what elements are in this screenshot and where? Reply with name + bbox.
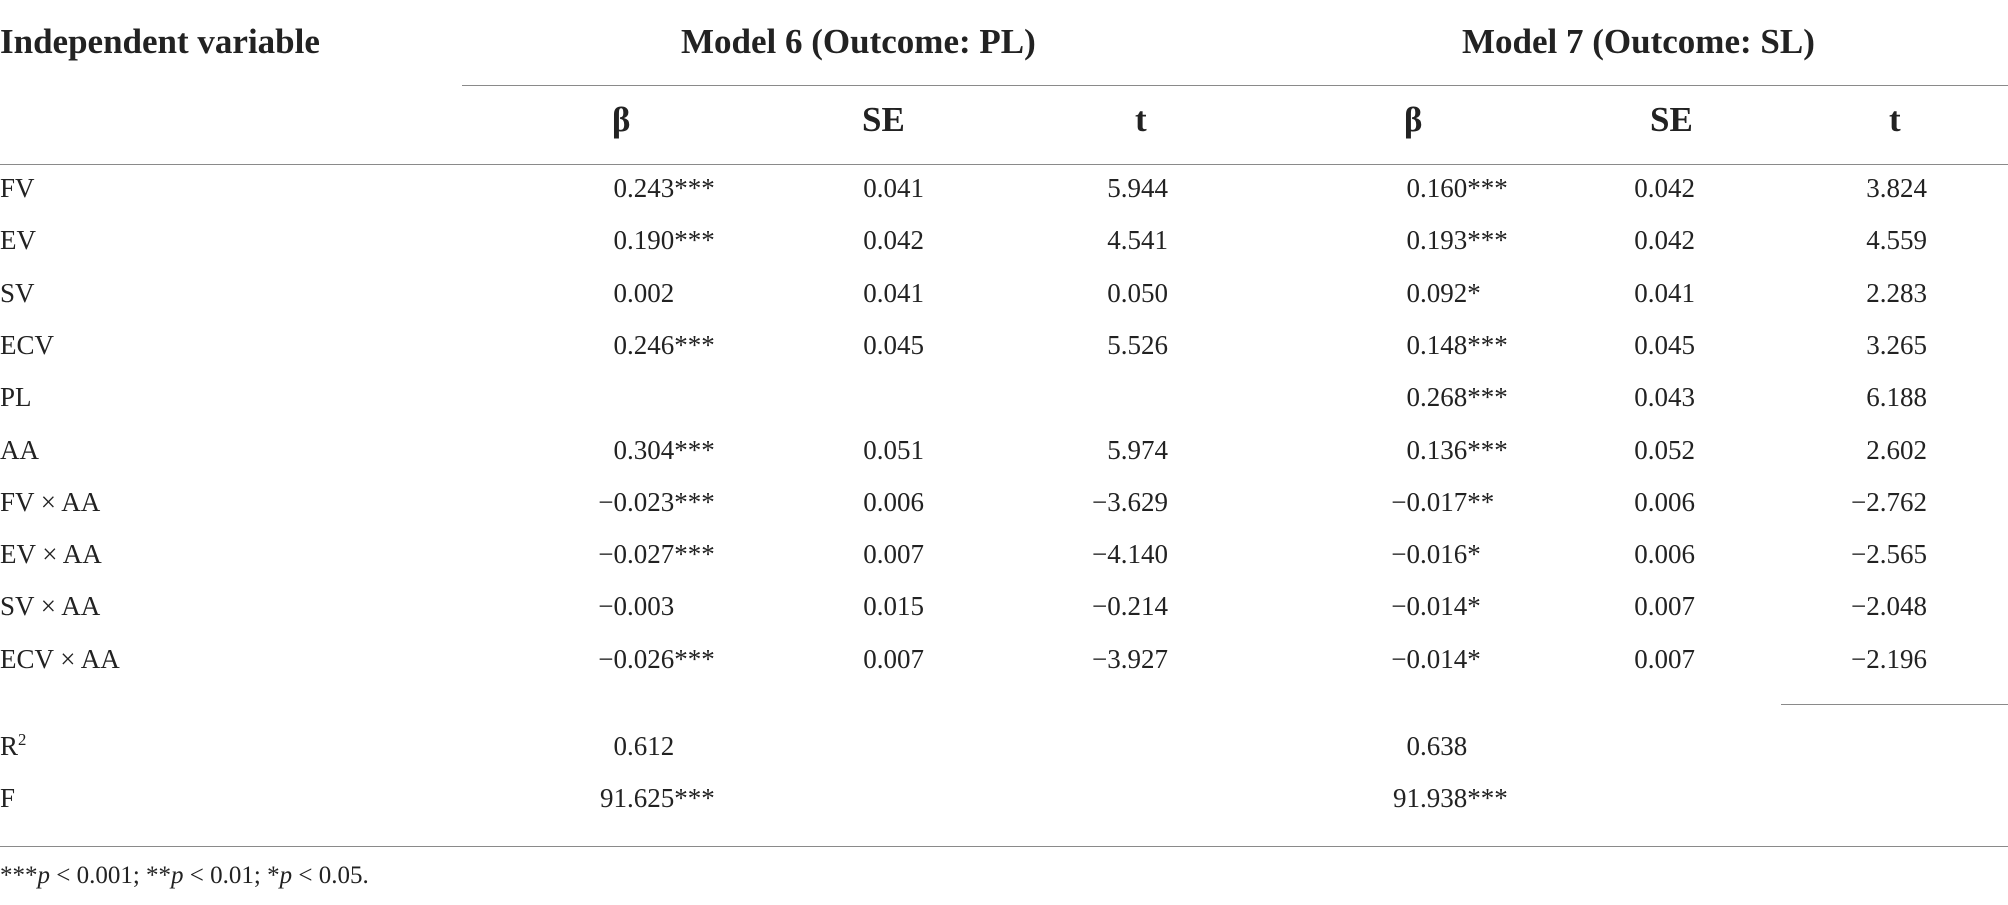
row-m6-t: 4.541: [1107, 225, 1168, 255]
row-m6-beta-significance: ***: [674, 487, 715, 517]
stat-m6: [487, 731, 674, 762]
stat-label-text: R: [0, 731, 19, 761]
row-m6-beta-value: 0.243: [613, 173, 675, 203]
row-m6-beta-value: 0.002: [613, 278, 675, 308]
row-variable: SV × AA: [0, 591, 101, 621]
row-variable: EV × AA: [0, 539, 102, 569]
row-m7-se: 0.006: [1634, 487, 1695, 517]
row-m6-beta-significance: ***: [674, 435, 715, 465]
footnote-text-1: < 0.001;: [50, 862, 147, 889]
row-m7-beta-significance: **: [1467, 487, 1495, 517]
row-m7-beta: [1280, 539, 1481, 570]
row-m6-se: 0.041: [863, 173, 924, 203]
row-m7-beta-value: −0.014: [1391, 644, 1468, 674]
row-m6-se: 0.041: [863, 278, 924, 308]
row-m6-se: 0.015: [863, 591, 924, 621]
row-m6-t: −0.214: [1092, 591, 1168, 621]
row-variable: FV: [0, 173, 35, 203]
row-m6-beta-value: 0.304: [613, 435, 675, 465]
row-m7-se: 0.042: [1634, 173, 1695, 203]
row-m6-beta-value: −0.023: [598, 487, 675, 517]
row-m7-beta: [1280, 591, 1481, 622]
row-m7-beta-value: 0.136: [1406, 435, 1468, 465]
row-m6-t: 0.050: [1107, 278, 1168, 308]
footnote: [0, 862, 369, 890]
row-m6-beta: [487, 487, 715, 518]
row-m6-beta: [487, 591, 674, 622]
footnote-stars-3: *: [267, 862, 280, 889]
row-m6-beta-value: 0.246: [613, 330, 675, 360]
table-bottom-rule: [0, 846, 2008, 847]
stat-m6-value: 0.612: [613, 731, 675, 761]
row-m7-beta-value: 0.148: [1406, 330, 1468, 360]
row-m7-beta-value: −0.017: [1391, 487, 1468, 517]
model-header-rule: [462, 85, 2008, 86]
row-m6-beta-value: 0.190: [613, 225, 675, 255]
row-m7-se: 0.052: [1634, 435, 1695, 465]
row-m6-beta: [487, 173, 715, 204]
row-m7-beta: [1280, 487, 1494, 518]
row-m6-se: 0.007: [863, 539, 924, 569]
row-m6-beta: [487, 278, 674, 309]
row-m6-se: 0.051: [863, 435, 924, 465]
row-m6-beta-significance: ***: [674, 330, 715, 360]
stat-m7-value: 0.638: [1406, 731, 1468, 761]
footnote-text-2: < 0.01;: [183, 862, 268, 889]
row-variable: PL: [0, 382, 32, 412]
row-m7-t: −2.196: [1851, 644, 1927, 674]
row-m7-beta-significance: *: [1467, 278, 1481, 308]
row-m7-se: 0.045: [1634, 330, 1695, 360]
header-model6: Model 6 (Outcome: PL): [681, 22, 1036, 61]
row-m6-beta: [487, 644, 715, 675]
header-independent-variable: Independent variable: [0, 22, 320, 61]
row-m7-beta: [1280, 644, 1481, 675]
row-m7-se: 0.041: [1634, 278, 1695, 308]
row-m6-beta: [487, 382, 627, 413]
subheader-t-m6: t: [1135, 100, 1147, 139]
header-bottom-rule: [0, 164, 2008, 165]
row-m7-se: 0.042: [1634, 225, 1695, 255]
row-m7-beta-value: 0.092: [1406, 278, 1468, 308]
t-column-rule: [1781, 704, 2008, 705]
row-variable: AA: [0, 435, 39, 465]
footnote-stars-2: **: [146, 862, 172, 889]
row-m7-beta-value: −0.014: [1391, 591, 1468, 621]
stat-m6-significance: ***: [674, 783, 715, 813]
row-m7-beta-value: 0.193: [1406, 225, 1468, 255]
subheader-beta-m6: β: [612, 100, 631, 139]
row-m6-beta: [487, 225, 715, 256]
row-m6-se: 0.006: [863, 487, 924, 517]
stat-label-text: F: [0, 783, 16, 813]
row-variable: SV: [0, 278, 35, 308]
row-m7-se: 0.007: [1634, 644, 1695, 674]
stat-label: [0, 731, 26, 762]
row-m7-beta-significance: ***: [1467, 435, 1508, 465]
row-m7-beta: [1280, 330, 1508, 361]
footnote-p-3: p: [279, 862, 293, 889]
row-m6-beta-significance: ***: [674, 225, 715, 255]
row-m6-t: −4.140: [1092, 539, 1168, 569]
row-m7-t: 4.559: [1866, 225, 1927, 255]
subheader-beta-m7: β: [1404, 100, 1423, 139]
row-m6-se: 0.045: [863, 330, 924, 360]
row-m7-se: 0.007: [1634, 591, 1695, 621]
row-m7-beta: [1280, 435, 1508, 466]
row-m7-beta-significance: *: [1467, 539, 1481, 569]
row-m7-t: 3.265: [1866, 330, 1927, 360]
stat-m7-value: 91.938: [1393, 783, 1468, 813]
row-m7-t: −2.762: [1851, 487, 1927, 517]
subheader-t-m7: t: [1889, 100, 1901, 139]
row-m7-beta-value: −0.016: [1391, 539, 1468, 569]
header-model7: Model 7 (Outcome: SL): [1462, 22, 1815, 61]
row-m6-beta-significance: ***: [674, 539, 715, 569]
stat-m6: [487, 783, 715, 814]
stat-m6-value: 91.625: [600, 783, 675, 813]
row-variable: ECV × AA: [0, 644, 120, 674]
row-m6-beta: [487, 330, 715, 361]
row-m6-beta: [487, 539, 715, 570]
row-m7-t: −2.048: [1851, 591, 1927, 621]
row-m6-beta-value: −0.026: [598, 644, 675, 674]
row-m6-se: 0.007: [863, 644, 924, 674]
subheader-se-m6: SE: [862, 100, 905, 139]
row-m7-beta: [1280, 278, 1481, 309]
stat-label: [0, 783, 15, 814]
row-m7-t: 3.824: [1866, 173, 1927, 203]
row-m7-beta: [1280, 225, 1508, 256]
row-m7-beta-significance: *: [1467, 644, 1481, 674]
row-m6-beta: [487, 435, 715, 466]
row-m7-beta-value: 0.160: [1406, 173, 1468, 203]
row-m6-beta-value: −0.003: [598, 591, 675, 621]
row-m7-beta-value: 0.268: [1406, 382, 1468, 412]
subheader-se-m7: SE: [1650, 100, 1693, 139]
row-m7-beta-significance: ***: [1467, 382, 1508, 412]
row-variable: FV × AA: [0, 487, 101, 517]
row-m6-beta-significance: ***: [674, 173, 715, 203]
row-variable: EV: [0, 225, 36, 255]
footnote-text-3: < 0.05.: [292, 862, 369, 889]
row-m7-beta: [1280, 382, 1508, 413]
footnote-p-1: p: [37, 862, 50, 889]
row-m6-t: 5.944: [1107, 173, 1168, 203]
row-m6-beta-value: −0.027: [598, 539, 675, 569]
row-m6-beta-significance: ***: [674, 644, 715, 674]
row-m7-se: 0.043: [1634, 382, 1695, 412]
stat-label-superscript: 2: [18, 730, 27, 749]
row-m7-beta-significance: *: [1467, 591, 1481, 621]
footnote-p-2: p: [171, 862, 184, 889]
stat-m7: [1280, 731, 1467, 762]
row-m6-t: 5.974: [1107, 435, 1168, 465]
stat-m7-significance: ***: [1467, 783, 1508, 813]
row-m6-t: −3.629: [1092, 487, 1168, 517]
row-m7-beta-significance: ***: [1467, 225, 1508, 255]
row-m6-se: 0.042: [863, 225, 924, 255]
row-m7-t: 2.602: [1866, 435, 1927, 465]
row-m7-beta-significance: ***: [1467, 330, 1508, 360]
row-m7-t: 2.283: [1866, 278, 1927, 308]
stat-m7: [1280, 783, 1508, 814]
row-m7-se: 0.006: [1634, 539, 1695, 569]
row-m6-t: 5.526: [1107, 330, 1168, 360]
row-m6-t: −3.927: [1092, 644, 1168, 674]
footnote-stars-1: ***: [0, 862, 38, 889]
row-variable: ECV: [0, 330, 54, 360]
row-m7-beta: [1280, 173, 1508, 204]
row-m7-beta-significance: ***: [1467, 173, 1508, 203]
row-m7-t: −2.565: [1851, 539, 1927, 569]
row-m7-t: 6.188: [1866, 382, 1927, 412]
